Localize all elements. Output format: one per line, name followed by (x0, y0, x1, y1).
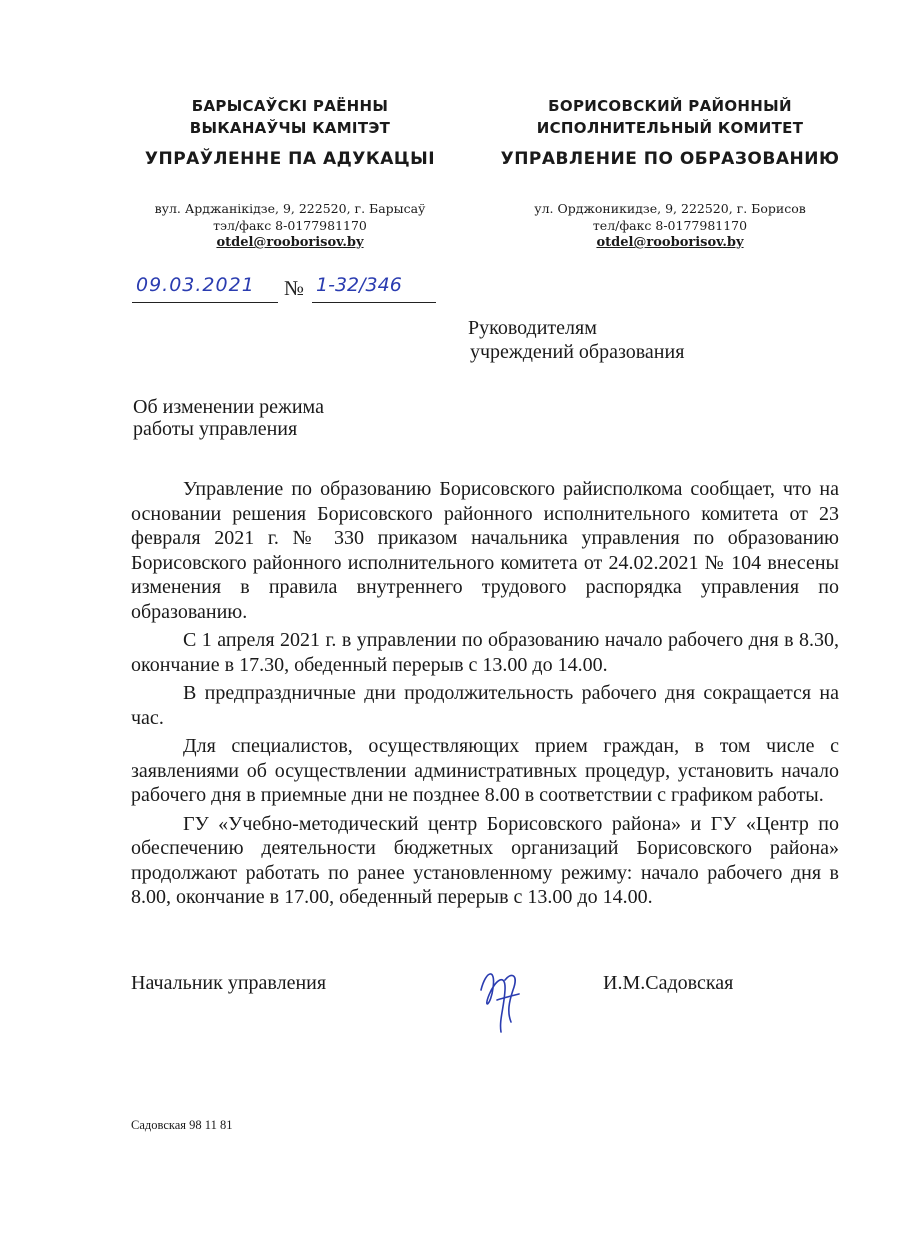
addressee (468, 316, 684, 364)
street-address: ул. Орджоникидзе, 9, 222520, г. Борисов (534, 201, 806, 216)
letter-body (131, 477, 839, 910)
org-name-line2: ИСПОЛНИТЕЛЬНЫЙ КОМИТЕТ (536, 119, 804, 137)
letter-subject (133, 396, 324, 440)
number-sign: № (284, 276, 305, 300)
org-name-line1: БАРЫСАЎСКІ РАЁННЫ (191, 97, 389, 115)
registration-number: 1-32/346 (312, 274, 436, 303)
signature-block (131, 960, 811, 1060)
body-paragraph: Для специалистов, осуществляющих прием граждан, в том числе с заявлениями об осуществлении административных процедур, установить начало рабочего дня в приемные дни не позднее 8.00 в соответствии с графиком работы. (131, 735, 839, 806)
body-paragraph: Управление по образованию Борисовского райисполкома сообщает, что на основании решения Борисовского районного исполнительного комитета от 23 февраля 2021 г. № 330 приказом начальника управления по образованию Борисовского районного исполнительного комитета от 24.02.2021 № 104 внесены изменения в правила внутреннего трудового распорядка управления по образованию. (131, 478, 839, 623)
email-link[interactable]: otdel@rooborisov.by (596, 235, 744, 250)
registration-line (132, 274, 442, 306)
department-name: УПРАЎЛЕННЕ ПА АДУКАЦЫІ (144, 149, 436, 169)
executor-note: Садовская 98 11 81 (131, 1118, 233, 1132)
address-russian (500, 200, 840, 251)
body-paragraph: С 1 апреля 2021 г. в управлении по образованию начало рабочего дня в 8.30, окончание в 17.30, обеденный перерыв с 13.00 до 14.00. (131, 629, 839, 676)
address-belarusian (120, 200, 460, 251)
addressee-line2: учреждений образования (470, 341, 685, 363)
phone-fax: тел/факс 8-0177981170 (592, 218, 748, 233)
department-name: УПРАВЛЕНИЕ ПО ОБРАЗОВАНИЮ (500, 149, 840, 169)
phone-fax: тэл/факс 8-0177981170 (213, 218, 367, 233)
org-name-line1: БОРИСОВСКИЙ РАЙОННЫЙ (548, 97, 792, 115)
signer-position: Начальник управления (131, 972, 327, 994)
subject-line1: Об изменении режима (133, 396, 324, 418)
header-belarusian (110, 95, 470, 169)
signer-name: И.М.Садовская (603, 972, 734, 994)
street-address: вул. Арджанікідзе, 9, 222520, г. Барысаў (154, 201, 426, 216)
org-name-line2: ВЫКАНАЎЧЫ КАМІТЭТ (189, 119, 391, 137)
body-paragraph: В предпраздничные дни продолжительность рабочего дня сокращается на час. (131, 682, 839, 729)
body-paragraph: ГУ «Учебно-методический центр Борисовского района» и ГУ «Центр по обеспечению деятельности бюджетных организаций Борисовского района» продолжают работать по ранее установленному режиму: начало рабочего дня в 8.00, окончание в 17.00, обеденный перерыв с 13.00 до 14.00. (131, 812, 839, 908)
header-russian (480, 95, 860, 169)
registration-date: 09.03.2021 (132, 274, 278, 303)
subject-line2: работы управления (133, 418, 298, 440)
email-link[interactable]: otdel@rooborisov.by (216, 235, 364, 250)
handwritten-signature (461, 960, 541, 1040)
addressee-line1: Руководителям (468, 317, 597, 339)
